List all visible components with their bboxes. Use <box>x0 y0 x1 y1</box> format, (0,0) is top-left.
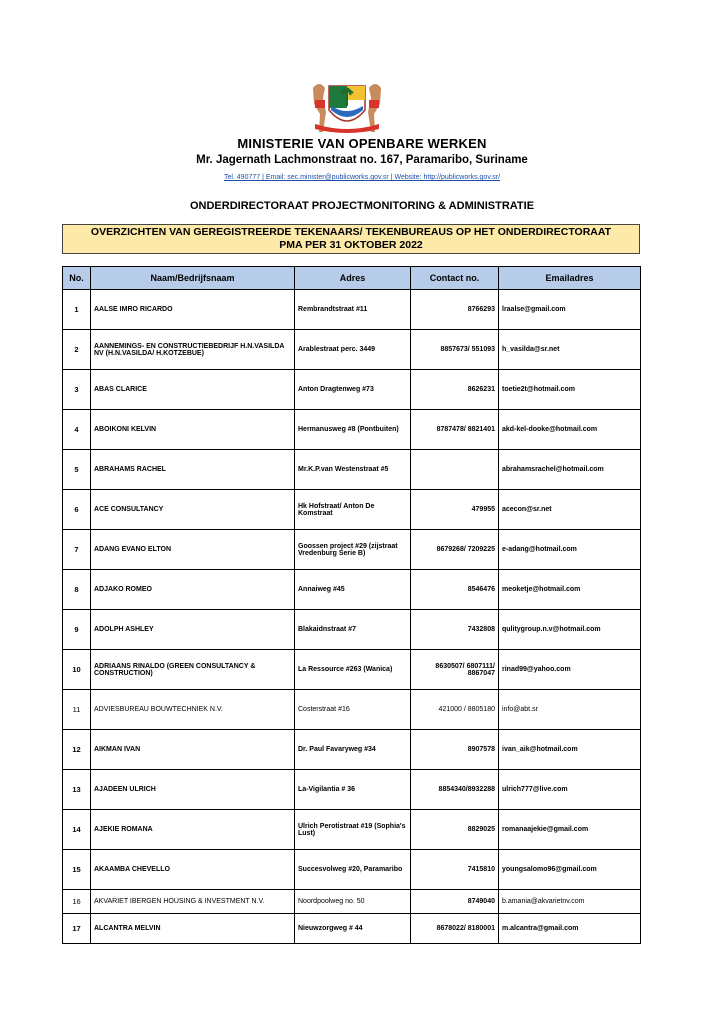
row-address: Anton Dragtenweg #73 <box>295 370 411 410</box>
row-email: acecon@sr.net <box>499 490 641 530</box>
row-email: akd-kel-dooke@hotmail.com <box>499 410 641 450</box>
row-contact: 7432808 <box>411 610 499 650</box>
table-row <box>63 810 641 850</box>
table-header-row <box>63 267 641 290</box>
header-name: Naam/Bedrijfsnaam <box>91 267 295 290</box>
header-no: No. <box>63 267 91 290</box>
row-contact: 8829025 <box>411 810 499 850</box>
row-no: 6 <box>63 490 91 530</box>
row-no: 5 <box>63 450 91 490</box>
row-no: 4 <box>63 410 91 450</box>
row-no: 11 <box>63 690 91 730</box>
registry-table <box>62 266 641 944</box>
table-row <box>63 410 641 450</box>
row-address: Goossen project #29 (zijstraat Vredenburg Serie B) <box>295 530 411 570</box>
report-banner <box>62 224 640 254</box>
row-no: 12 <box>63 730 91 770</box>
row-no: 3 <box>63 370 91 410</box>
row-address: Annaiweg #45 <box>295 570 411 610</box>
ministry-name: MINISTERIE VAN OPENBARE WERKEN <box>237 136 487 151</box>
row-name: ADANG EVANO ELTON <box>91 530 295 570</box>
banner-line-2: PMA PER 31 OKTOBER 2022 <box>279 239 423 251</box>
row-no: 8 <box>63 570 91 610</box>
row-name: AALSE IMRO RICARDO <box>91 290 295 330</box>
row-email: ulrich777@live.com <box>499 770 641 810</box>
row-contact: 8630507/ 6807111/ 8867047 <box>411 650 499 690</box>
banner-line-1: OVERZICHTEN VAN GEREGISTREERDE TEKENAARS/ TEKENBUREAUS OP HET ONDERDIRECTORAAT <box>90 226 612 238</box>
row-no: 14 <box>63 810 91 850</box>
row-contact <box>411 450 499 490</box>
row-contact: 8749040 <box>411 890 499 914</box>
row-contact: 8626231 <box>411 370 499 410</box>
row-name: ADJAKO ROMEO <box>91 570 295 610</box>
row-address: Succesvolweg #20, Paramaribo <box>295 850 411 890</box>
header-address: Adres <box>295 267 411 290</box>
row-address: Ulrich Perotistraat #19 (Sophia's Lust) <box>295 810 411 850</box>
contact-line[interactable]: Tel. 490777 | Email: sec.minister@publicworks.gov.sr | Website: http://publicworks.gov.sr/ <box>223 174 501 181</box>
table-row <box>63 850 641 890</box>
row-contact: 8678022/ 8180001 <box>411 914 499 944</box>
table-row <box>63 330 641 370</box>
row-email: toetie2t@hotmail.com <box>499 370 641 410</box>
row-contact: 7415810 <box>411 850 499 890</box>
table-row <box>63 530 641 570</box>
row-contact: 8787478/ 8821401 <box>411 410 499 450</box>
row-contact: 8857673/ 551093 <box>411 330 499 370</box>
header-contact: Contact no. <box>411 267 499 290</box>
row-email: b.amania@akvarietnv.com <box>499 890 641 914</box>
row-email: m.alcantra@gmail.com <box>499 914 641 944</box>
row-address: Mr.K.P.van Westenstraat #5 <box>295 450 411 490</box>
row-contact: 8854340/8932288 <box>411 770 499 810</box>
row-contact: 8907578 <box>411 730 499 770</box>
row-name: AANNEMINGS- EN CONSTRUCTIEBEDRIJF H.N.VASILDA NV (H.N.VASILDA/ H.KOTZEBUE) <box>91 330 295 370</box>
row-email: meoketje@hotmail.com <box>499 570 641 610</box>
table-row <box>63 490 641 530</box>
row-email: ivan_aik@hotmail.com <box>499 730 641 770</box>
row-address: La-Vigilantia # 36 <box>295 770 411 810</box>
row-email: qulitygroup.n.v@hotmail.com <box>499 610 641 650</box>
row-name: AJADEEN ULRICH <box>91 770 295 810</box>
table-row <box>63 690 641 730</box>
table-row <box>63 890 641 914</box>
row-email: lraalse@gmail.com <box>499 290 641 330</box>
header-email: Emailadres <box>499 267 641 290</box>
row-no: 17 <box>63 914 91 944</box>
row-address: La Ressource #263 (Wanica) <box>295 650 411 690</box>
row-no: 16 <box>63 890 91 914</box>
row-no: 15 <box>63 850 91 890</box>
table-row <box>63 770 641 810</box>
row-contact: 421000 / 8805180 <box>411 690 499 730</box>
row-no: 10 <box>63 650 91 690</box>
table-row <box>63 650 641 690</box>
coat-of-arms-icon <box>307 76 387 134</box>
row-no: 7 <box>63 530 91 570</box>
row-email: info@abt.sr <box>499 690 641 730</box>
row-name: AKAAMBA CHEVELLO <box>91 850 295 890</box>
row-address: Rembrandtstraat #11 <box>295 290 411 330</box>
row-name: ALCANTRA MELVIN <box>91 914 295 944</box>
table-row <box>63 570 641 610</box>
ministry-address: Mr. Jagernath Lachmonstraat no. 167, Paramaribo, Suriname <box>196 154 528 166</box>
row-email: abrahamsrachel@hotmail.com <box>499 450 641 490</box>
row-no: 9 <box>63 610 91 650</box>
row-email: romanaajekie@gmail.com <box>499 810 641 850</box>
row-name: ADOLPH ASHLEY <box>91 610 295 650</box>
row-address: Hermanusweg #8 (Pontbuiten) <box>295 410 411 450</box>
department-title: ONDERDIRECTORAAT PROJECTMONITORING & ADMINISTRATIE <box>189 200 535 212</box>
row-no: 2 <box>63 330 91 370</box>
row-address: Noordpoolweg no. 50 <box>295 890 411 914</box>
row-address: Blakaidnstraat #7 <box>295 610 411 650</box>
row-email: rinad99@yahoo.com <box>499 650 641 690</box>
row-address: Hk Hofstraat/ Anton De Komstraat <box>295 490 411 530</box>
row-contact: 8766293 <box>411 290 499 330</box>
row-address: Dr. Paul Favaryweg #34 <box>295 730 411 770</box>
row-name: ADRIAANS RINALDO (GREEN CONSULTANCY & CONSTRUCTION) <box>91 650 295 690</box>
table-row <box>63 914 641 944</box>
table-row <box>63 290 641 330</box>
row-email: h_vasilda@sr.net <box>499 330 641 370</box>
row-name: ADVIESBUREAU BOUWTECHNIEK N.V. <box>91 690 295 730</box>
table-row <box>63 370 641 410</box>
row-name: ABRAHAMS RACHEL <box>91 450 295 490</box>
row-name: ACE CONSULTANCY <box>91 490 295 530</box>
row-name: AKVARIET IBERGEN HOUSING & INVESTMENT N.V. <box>91 890 295 914</box>
row-email: e-adang@hotmail.com <box>499 530 641 570</box>
table-row <box>63 730 641 770</box>
row-contact: 8546476 <box>411 570 499 610</box>
row-name: AIKMAN IVAN <box>91 730 295 770</box>
row-no: 13 <box>63 770 91 810</box>
row-name: ABOIKONI KELVIN <box>91 410 295 450</box>
table-row <box>63 450 641 490</box>
table-row <box>63 610 641 650</box>
row-no: 1 <box>63 290 91 330</box>
row-name: AJEKIE ROMANA <box>91 810 295 850</box>
row-name: ABAS CLARICE <box>91 370 295 410</box>
row-address: Costerstraat #16 <box>295 690 411 730</box>
row-email: youngsalomo96@gmail.com <box>499 850 641 890</box>
row-address: Arablestraat perc. 3449 <box>295 330 411 370</box>
row-contact: 479955 <box>411 490 499 530</box>
row-contact: 8679268/ 7209225 <box>411 530 499 570</box>
row-address: Nieuwzorgweg # 44 <box>295 914 411 944</box>
